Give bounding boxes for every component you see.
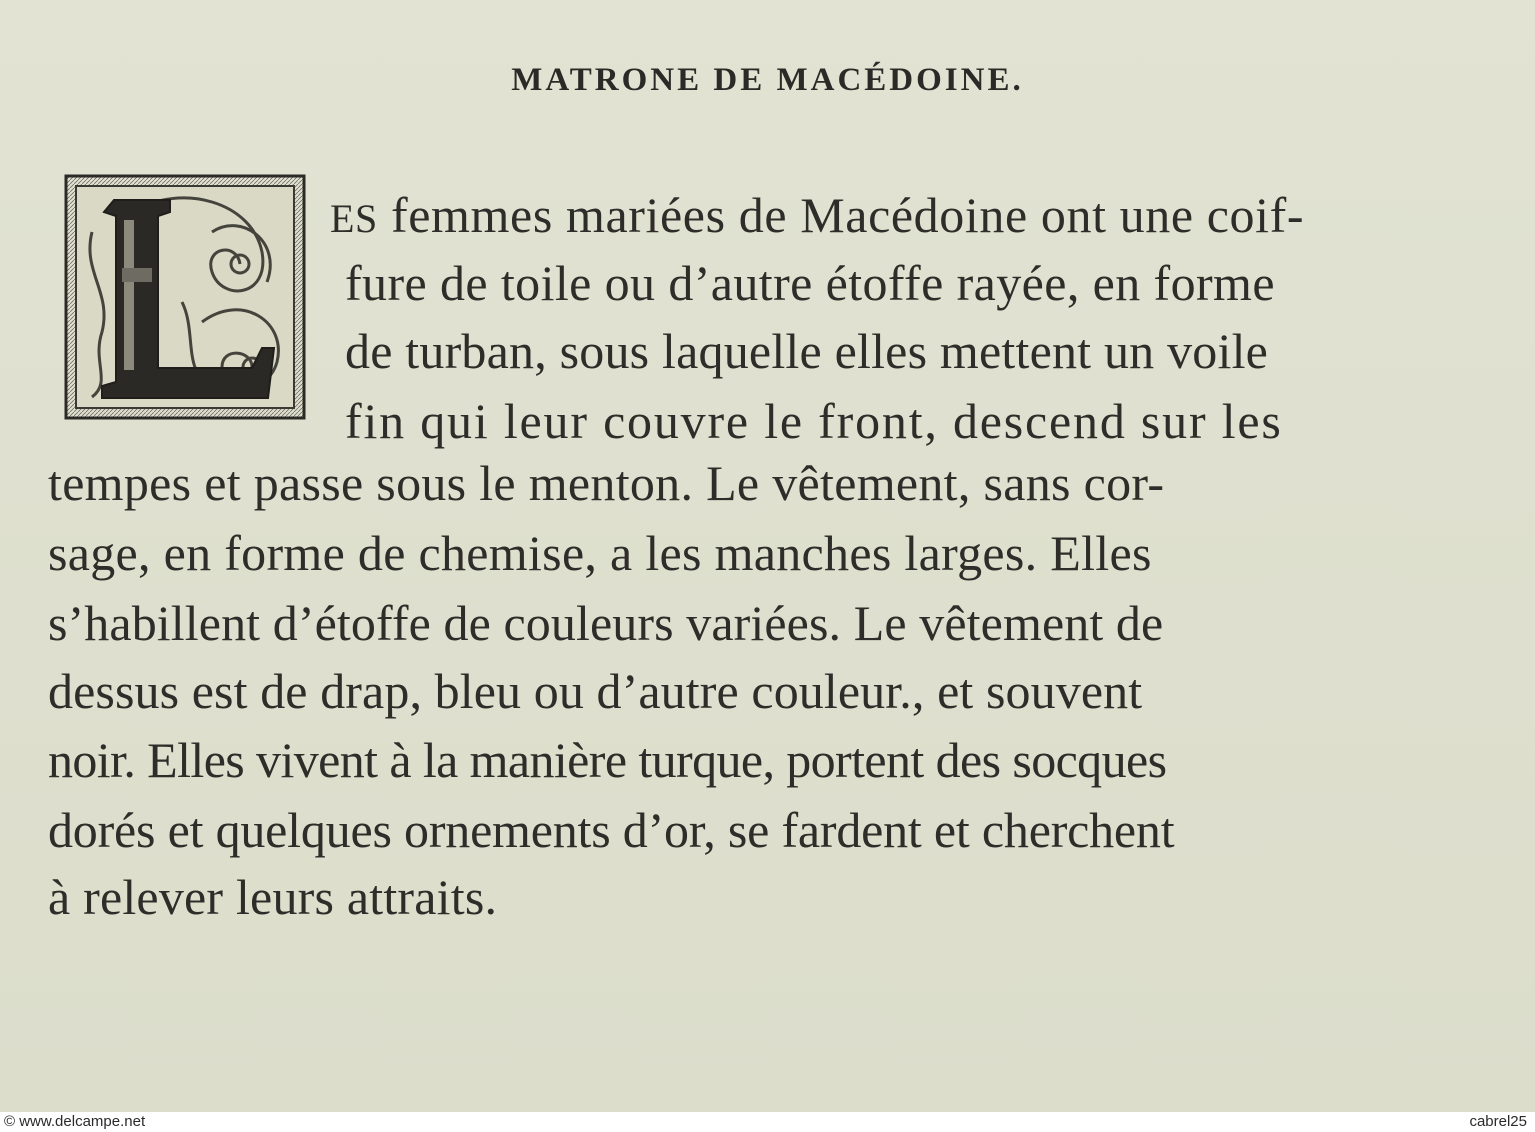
text-line-11: à relever leurs attraits. [48,869,498,925]
text-line-7: s’habillent d’étoffe de couleurs variées. Le vêtement de [48,595,1164,651]
text-line-3: de turban, sous laquelle elles mettent un voile [345,323,1269,379]
dropcap-small-caps: E [330,196,356,241]
dropcap-ornament-icon [62,172,308,422]
text-line-2: fure de toile ou d’autre étoffe rayée, en forme [345,255,1275,311]
text-line-1-visible [355,187,1304,243]
page-title: MATRONE DE MACÉDOINE. [511,62,1024,98]
text-line-9: noir. Elles vivent à la manière turque, portent des socques [48,732,1167,788]
watermark-left: © www.delcampe.net [4,1113,146,1130]
watermark-right: cabrel25 [1469,1113,1527,1130]
text-line-6: sage, en forme de chemise, a les manches larges. Elles [48,525,1152,581]
text-line-5: tempes et passe sous le menton. Le vêtement, sans cor- [48,455,1165,511]
text-line-1-tail: femmes mariées de Macédoine ont une coif- [377,187,1305,243]
text-line-1 [330,187,1305,243]
watermark-band [0,1112,1535,1132]
dropcap-small-caps-s: S [355,196,378,241]
text-line-10: dorés et quelques ornements d’or, se fardent et cherchent [48,802,1175,858]
text-line-4: fin qui leur couvre le front, descend sur les [345,393,1283,449]
dropcap-ornament [62,172,308,422]
text-line-8: dessus est de drap, bleu ou d’autre couleur., et souvent [48,663,1143,719]
